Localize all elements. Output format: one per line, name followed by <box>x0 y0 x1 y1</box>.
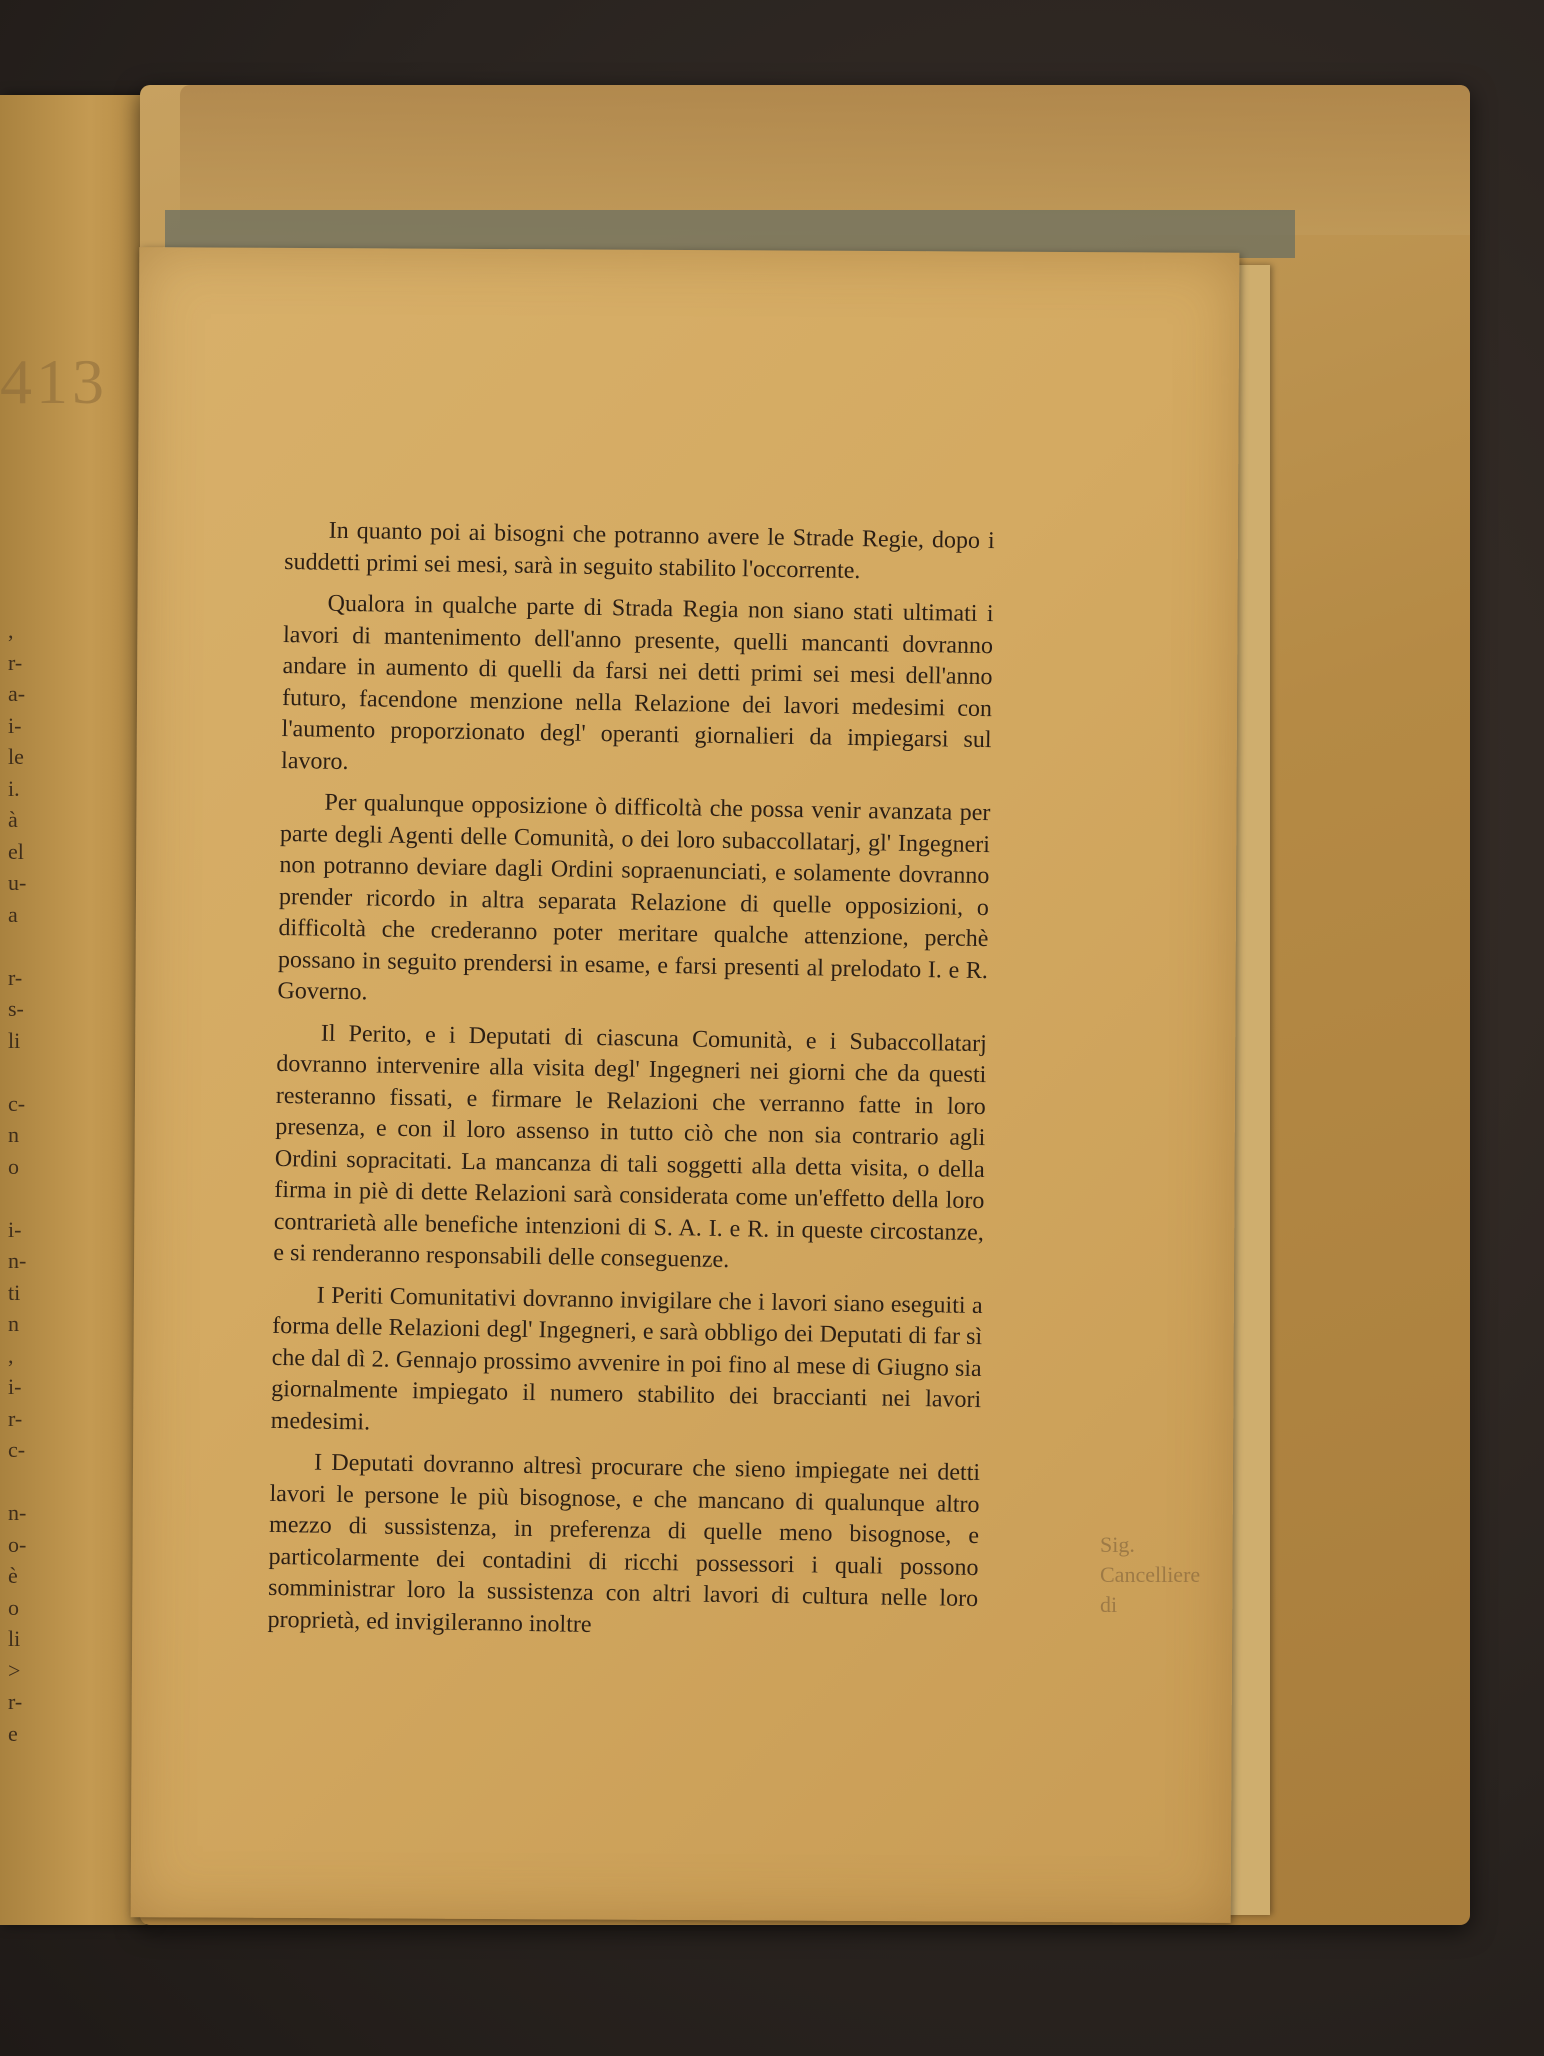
left-edge-fragment: o <box>8 1594 19 1620</box>
left-edge-fragment: ti <box>8 1279 21 1305</box>
left-edge-fragment: n <box>8 1122 19 1147</box>
left-edge-fragment: s- <box>8 996 24 1021</box>
paragraph-3: Per qualunque opposizione ò difficoltà che possa venir avanzata per parte degli Agenti delle Comunità, o dei loro subaccollatarj, gl' Ingegneri non potranno deviare dagli Ordini sopraenunciati, e solamente dovranno prender ricordo in altra separata Relazione di quelle opposizioni, o difficoltà che crederanno poter meritare qualche attenzione, perchè possano in seguito prendersi in esame, e farsi presenti al prelodato I. e R. Governo. <box>277 789 991 1006</box>
left-edge-fragment: li <box>8 1027 21 1053</box>
left-edge-fragment: e <box>8 1720 18 1746</box>
left-edge-fragment: i- <box>8 712 22 738</box>
left-edge-fragment: n- <box>8 1248 27 1273</box>
left-edge-fragment <box>8 1182 38 1214</box>
left-edge-fragment: > <box>8 1657 21 1683</box>
left-edge-fragment: , <box>8 618 14 643</box>
left-edge-fragment <box>8 930 38 962</box>
margin-note-line-2: di <box>1100 1592 1118 1617</box>
left-edge-fragment: i. <box>8 775 20 801</box>
left-edge-fragment: r- <box>8 1405 23 1431</box>
left-edge-fragment: i- <box>8 1374 22 1399</box>
paragraph-4: Il Perito, e i Deputati di ciascuna Comunità, e i Subaccollatarj dovranno intervenire alla visita degl' Ingegneri nei giorni che da questi resteranno fissati, e firmare le Relazioni che verranno fatte in loro presenza, e con il loro assenso in tutto ciò che non sia contrario agli Ordini sopracitati. La mancanza di tali soggetti alla detta visita, o della firma in piè di dette Relazioni sarà considerata come un'effetto della loro contrarietà alle benefiche intenzioni di S. A. I. e R. in queste circostanze, e si renderanno responsabili delle conseguenze. <box>273 1020 987 1274</box>
left-edge-fragment: o <box>8 1153 19 1179</box>
left-edge-fragment: u- <box>8 870 27 895</box>
left-edge-fragment: a <box>8 901 18 927</box>
left-edge-fragment: i- <box>8 1216 22 1242</box>
left-edge-fragment: à <box>8 807 18 832</box>
left-edge-fragment: r- <box>8 964 23 990</box>
paragraph-2: Qualora in qualche parte di Strada Regia non siano stati ultimati i lavori di mantenimento dell'anno presente, quelli mancanti dovranno andare in aumento di quelli da farsi nei detti primi sei mesi dell'anno futuro, facendone menzione nella Relazione dei lavori medesimi con l'aumento proporzionato degl' operanti giornalieri da impiegarsi sul lavoro. <box>280 590 994 775</box>
left-edge-fragment: o- <box>8 1531 27 1557</box>
show-through-margin-note <box>1100 1530 1200 1620</box>
left-edge-fragment: a- <box>8 681 26 706</box>
left-edge-fragment: n- <box>8 1500 27 1525</box>
left-edge-fragment: c- <box>8 1437 26 1462</box>
paragraph-5: I Periti Comunitativi dovranno invigilare che i lavori siano eseguiti a forma delle Relazioni degl' Ingegneri, e sarà obbligo dei Deputati di far sì che dal dì 2. Gennajo prossimo avvenire in poi fino al mese di Giugno sia giornalmente impiegato il numero stabilito dei braccianti nei lavori medesimi. <box>270 1282 983 1435</box>
left-edge-fragment: li <box>8 1626 21 1651</box>
left-edge-fragment: , <box>8 1342 14 1368</box>
left-page-text-fragments <box>8 615 38 1749</box>
left-edge-fragment: r- <box>8 649 23 675</box>
left-page-stamp: 413 <box>0 346 108 417</box>
paragraph-6: I Deputati dovranno altresì procurare che sieno impiegate nei detti lavori le persone le più bisognose, e che mancano di qualunque altro mezzo di sussistenza, in preferenza di quelle meno bisognose, e particolarmente dei contadini di ricchi possessori i quali possono somministrar loro la sussistenza con altri lavori di cultura nelle loro proprietà, ed invigileranno inoltre <box>267 1449 981 1638</box>
left-edge-fragment: c- <box>8 1090 26 1116</box>
left-edge-fragment: le <box>8 744 24 769</box>
left-edge-fragment <box>8 1466 38 1498</box>
document-body <box>267 515 995 1657</box>
left-edge-fragment: el <box>8 838 24 864</box>
left-edge-fragment <box>8 1056 38 1088</box>
left-edge-fragment: è <box>8 1563 18 1588</box>
left-facing-page <box>0 95 150 1925</box>
margin-note-line-1: Sig. Cancelliere <box>1100 1532 1201 1587</box>
left-edge-fragment: n <box>8 1311 19 1336</box>
left-edge-fragment: r- <box>8 1689 23 1714</box>
paragraph-1: In quanto poi ai bisogni che potranno avere le Strade Regie, dopo i suddetti primi sei mesi, sarà in seguito stabilito l'occorrente. <box>284 517 995 584</box>
